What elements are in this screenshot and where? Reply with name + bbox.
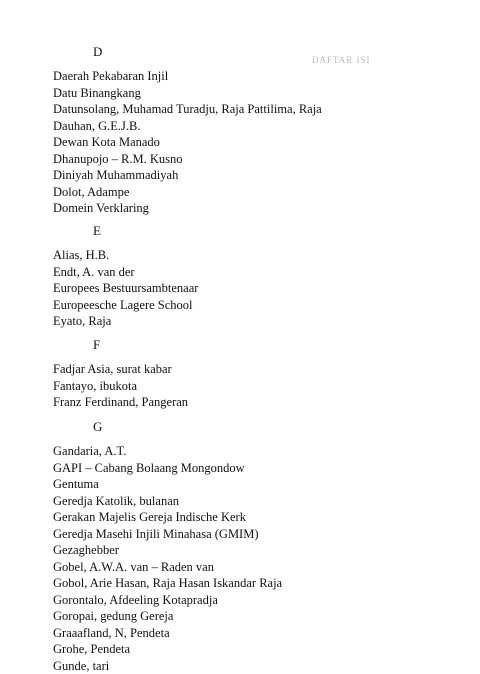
section-letter: E bbox=[53, 223, 453, 239]
index-entry: Eyato, Raja bbox=[53, 313, 453, 330]
index-entry: Grohe, Pendeta bbox=[53, 641, 453, 658]
index-entry: Franz Ferdinand, Pangeran bbox=[53, 394, 453, 411]
index-entry: Dolot, Adampe bbox=[53, 184, 453, 201]
index-entry: GAPI – Cabang Bolaang Mongondow bbox=[53, 460, 453, 477]
index-entry: Europees Bestuursambtenaar bbox=[53, 280, 453, 297]
index-entry: Graaafland, N, Pendeta bbox=[53, 625, 453, 642]
index-entry: Gezaghebber bbox=[53, 542, 453, 559]
index-entry: Gandaria, A.T. bbox=[53, 443, 453, 460]
index-entry: Gunde, tari bbox=[53, 658, 453, 674]
index-entry: Geredja Katolik, bulanan bbox=[53, 493, 453, 510]
index-entry: Endt, A. van der bbox=[53, 264, 453, 281]
index-entry: Dhanupojo – R.M. Kusno bbox=[53, 151, 453, 168]
index-entry: Goropai, gedung Gereja bbox=[53, 608, 453, 625]
index-entry: Daerah Pekabaran Injil bbox=[53, 68, 453, 85]
index-entry: Datu Binangkang bbox=[53, 85, 453, 102]
index-entry: Dewan Kota Manado bbox=[53, 134, 453, 151]
index-section-d bbox=[53, 44, 453, 217]
index-entry: Gerakan Majelis Gereja Indische Kerk bbox=[53, 509, 453, 526]
index-entry: Fadjar Asia, surat kabar bbox=[53, 361, 453, 378]
index-section-e bbox=[53, 223, 453, 330]
index-entry: Gobol, Arie Hasan, Raja Hasan Iskandar Raja bbox=[53, 575, 453, 592]
section-letter: G bbox=[53, 419, 453, 435]
index-entry: Gorontalo, Afdeeling Kotapradja bbox=[53, 592, 453, 609]
index-entry: Fantayo, ibukota bbox=[53, 378, 453, 395]
index-entry: Europeesche Lagere School bbox=[53, 297, 453, 314]
section-letter: F bbox=[53, 337, 453, 353]
index-entry: Domein Verklaring bbox=[53, 200, 453, 217]
index-section-g bbox=[53, 419, 453, 674]
section-letter: D bbox=[53, 44, 453, 60]
index-entry: Diniyah Muhammadiyah bbox=[53, 167, 453, 184]
index-entry: Alias, H.B. bbox=[53, 247, 453, 264]
bleed-through-heading: DAFTAR ISI bbox=[312, 55, 371, 65]
index-entry: Datunsolang, Muhamad Turadju, Raja Pattilima, Raja bbox=[53, 101, 453, 118]
index-section-f bbox=[53, 337, 453, 411]
index-entry: Gobel, A.W.A. van – Raden van bbox=[53, 559, 453, 576]
index-entry: Gentuma bbox=[53, 476, 453, 493]
index-entry: Geredja Masehi Injili Minahasa (GMIM) bbox=[53, 526, 453, 543]
index-entry: Dauhan, G.E.J.B. bbox=[53, 118, 453, 135]
